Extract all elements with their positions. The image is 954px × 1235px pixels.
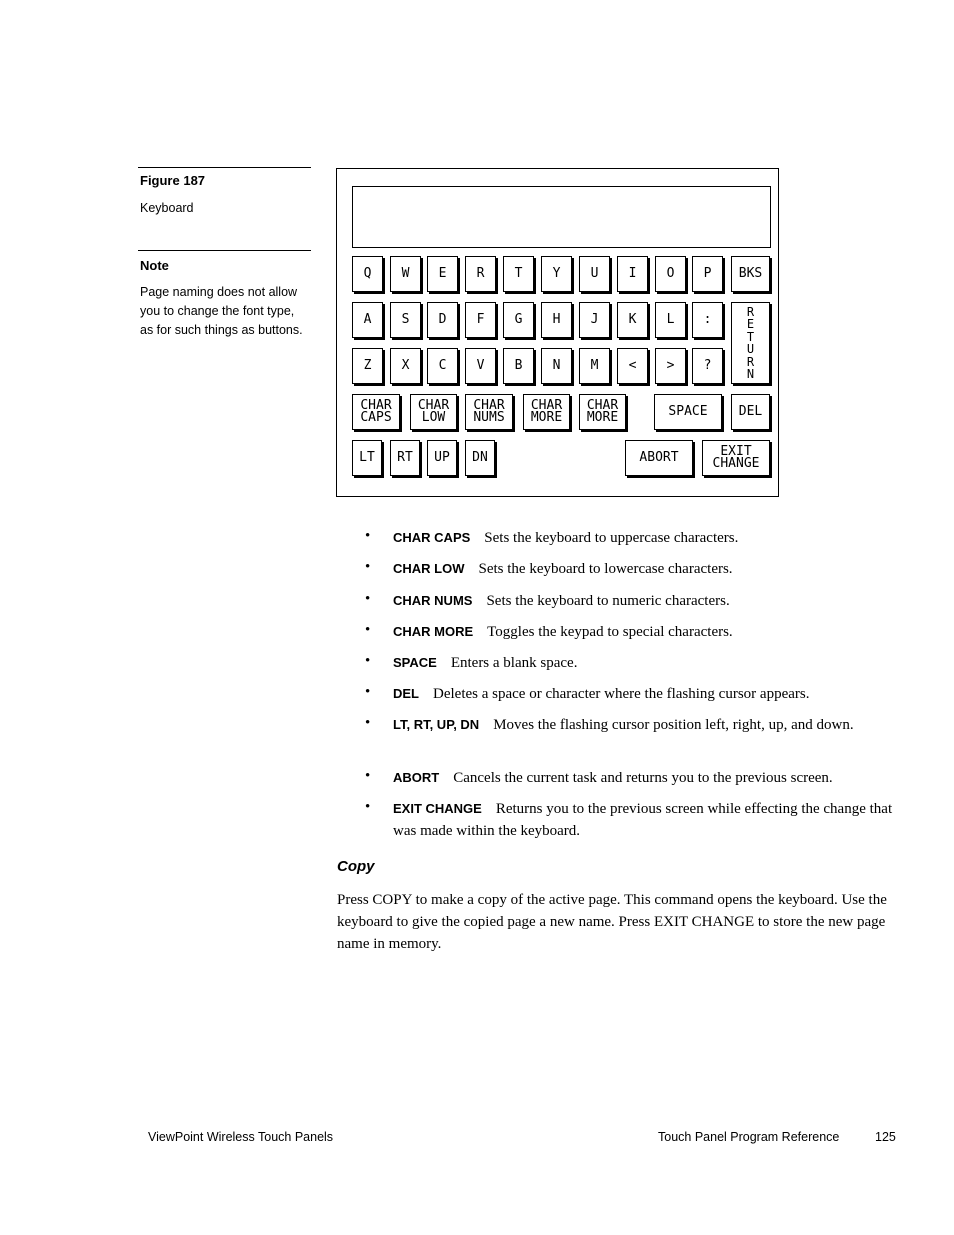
bullet: • xyxy=(365,653,371,669)
item-term: LT, RT, UP, DN xyxy=(393,717,480,732)
key-abort[interactable]: ABORT xyxy=(625,440,693,476)
note-line: Page naming does not allow xyxy=(140,285,298,299)
key-space[interactable]: SPACE xyxy=(654,394,722,430)
key-v[interactable]: V xyxy=(465,348,496,384)
return-letter: N xyxy=(746,367,755,381)
key-y[interactable]: Y xyxy=(541,256,572,292)
key-b[interactable]: B xyxy=(503,348,534,384)
item-description: Sets the keyboard to numeric characters. xyxy=(486,593,730,609)
list-item xyxy=(393,798,893,842)
list-item xyxy=(393,527,893,549)
return-letter: U xyxy=(746,342,755,356)
item-term: SPACE xyxy=(393,655,437,670)
list-item xyxy=(393,590,893,612)
key-colon[interactable]: : xyxy=(692,302,723,338)
key-o[interactable]: O xyxy=(655,256,686,292)
key-delete[interactable]: DEL xyxy=(731,394,770,430)
key-n[interactable]: N xyxy=(541,348,572,384)
key-m[interactable]: M xyxy=(579,348,610,384)
return-letter: E xyxy=(746,317,755,331)
list-item xyxy=(393,652,893,674)
key-char-low[interactable]: CHAR LOW xyxy=(410,394,457,430)
key-k[interactable]: K xyxy=(617,302,648,338)
bullet: • xyxy=(365,684,371,700)
key-backspace[interactable]: BKS xyxy=(731,256,770,292)
key-up[interactable]: UP xyxy=(427,440,457,476)
item-description: Cancels the current task and returns you to the previous screen. xyxy=(453,770,833,786)
key-right[interactable]: RT xyxy=(390,440,420,476)
bullet: • xyxy=(365,591,371,607)
item-term: CHAR MORE xyxy=(393,624,474,639)
bullet: • xyxy=(365,559,371,575)
item-term: EXIT CHANGE xyxy=(393,801,482,816)
keyboard-display xyxy=(352,186,771,248)
return-letter: T xyxy=(746,329,755,344)
key-question[interactable]: ? xyxy=(692,348,723,384)
key-left[interactable]: LT xyxy=(352,440,382,476)
key-c[interactable]: C xyxy=(427,348,458,384)
key-e[interactable]: E xyxy=(427,256,458,292)
key-r[interactable]: R xyxy=(465,256,496,292)
key-char-more[interactable]: CHAR MORE xyxy=(523,394,570,430)
section-heading: Copy xyxy=(337,858,375,875)
note-line: you to change the font type, xyxy=(140,304,295,318)
key-j[interactable]: J xyxy=(579,302,610,338)
note-text xyxy=(140,283,315,340)
list-item xyxy=(393,767,893,789)
figure-caption: Keyboard xyxy=(140,201,194,215)
key-a[interactable]: A xyxy=(352,302,383,338)
list-item xyxy=(393,714,893,736)
key-i[interactable]: I xyxy=(617,256,648,292)
item-description: Sets the keyboard to lowercase characters. xyxy=(478,561,733,577)
section-body: Press COPY to make a copy of the active page. This command opens the keyboard. Use the keyboard to give the copied page a new name. Press EXIT CHANGE to store the new page name in memory. xyxy=(337,892,887,952)
list-item xyxy=(393,683,893,705)
key-z[interactable]: Z xyxy=(352,348,383,384)
return-letter: R xyxy=(746,354,755,369)
key-exit-change[interactable]: EXIT CHANGE xyxy=(702,440,770,476)
note-line: as for such things as buttons. xyxy=(140,323,303,337)
footer-right: Touch Panel Program Reference xyxy=(658,1130,840,1144)
note-rule xyxy=(138,250,311,251)
item-term: CHAR CAPS xyxy=(393,530,471,545)
key-x[interactable]: X xyxy=(390,348,421,384)
bullet: • xyxy=(365,528,371,544)
key-u[interactable]: U xyxy=(579,256,610,292)
key-q[interactable]: Q xyxy=(352,256,383,292)
list-item xyxy=(393,621,893,643)
bullet: • xyxy=(365,799,371,815)
key-return[interactable] xyxy=(731,302,770,384)
bullet: • xyxy=(365,768,371,784)
key-w[interactable]: W xyxy=(390,256,421,292)
figure-rule xyxy=(138,167,311,168)
key-p[interactable]: P xyxy=(692,256,723,292)
key-greater-than[interactable]: > xyxy=(655,348,686,384)
key-g[interactable]: G xyxy=(503,302,534,338)
bullet: • xyxy=(365,715,371,731)
item-description: Returns you to the previous screen while effecting the change that was made within the keyboard. xyxy=(393,801,893,839)
item-description: Toggles the keypad to special characters. xyxy=(487,624,733,640)
key-h[interactable]: H xyxy=(541,302,572,338)
item-term: CHAR NUMS xyxy=(393,593,473,608)
page-number: 125 xyxy=(875,1130,896,1144)
figure-label: Figure 187 xyxy=(140,173,206,188)
item-description: Sets the keyboard to uppercase characters. xyxy=(484,530,739,546)
note-label: Note xyxy=(140,258,169,273)
key-f[interactable]: F xyxy=(465,302,496,338)
list-item xyxy=(393,558,893,580)
item-term: DEL xyxy=(393,686,419,701)
item-description: Enters a blank space. xyxy=(450,655,578,671)
key-down[interactable]: DN xyxy=(465,440,495,476)
key-char-nums[interactable]: CHAR NUMS xyxy=(465,394,513,430)
item-term: ABORT xyxy=(393,770,440,785)
key-t[interactable]: T xyxy=(503,256,534,292)
key-less-than[interactable]: < xyxy=(617,348,648,384)
item-description: Moves the flashing cursor position left, right, up, and down. xyxy=(493,717,854,733)
footer-left: ViewPoint Wireless Touch Panels xyxy=(148,1130,334,1144)
return-letter: R xyxy=(746,304,755,319)
bullet: • xyxy=(365,622,371,638)
key-char-caps[interactable]: CHAR CAPS xyxy=(352,394,400,430)
key-l[interactable]: L xyxy=(655,302,686,338)
key-s[interactable]: S xyxy=(390,302,421,338)
key-char-more[interactable]: CHAR MORE xyxy=(579,394,626,430)
item-description: Deletes a space or character where the flashing cursor appears. xyxy=(433,686,810,702)
key-d[interactable]: D xyxy=(427,302,458,338)
item-term: CHAR LOW xyxy=(393,561,465,576)
